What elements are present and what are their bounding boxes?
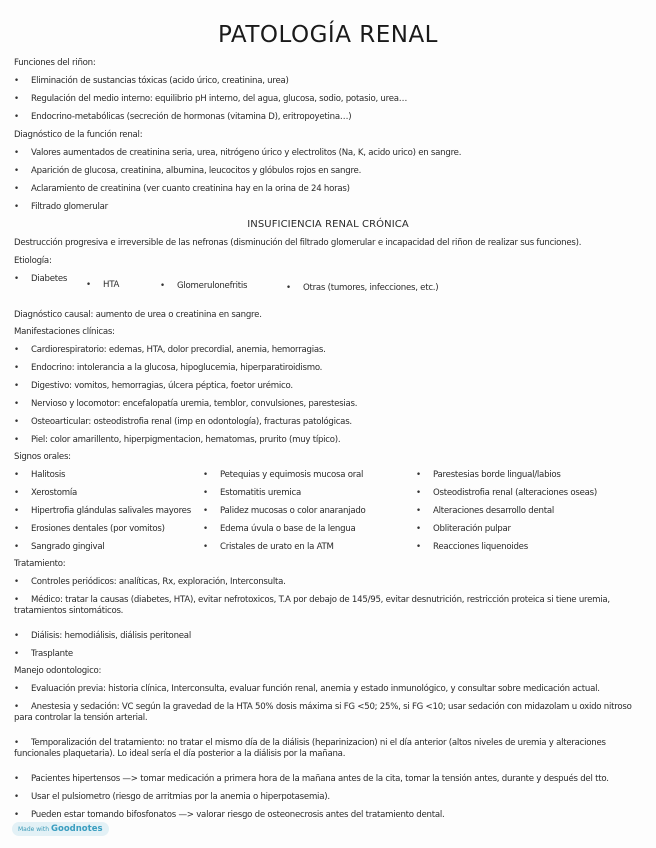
definition-text: Destrucción progresiva e irreversible de las nefronas (disminución del filtrado glomerular e incapacidad del riñon de realizar sus funciones). xyxy=(14,238,582,248)
tratamiento-item: • Médico: tratar la causas (diabetes, HTA), evitar nefrotoxicos, T.A por debajo de 145/95, evitar desnutrición, restricción proteica si tiene uremia, tratamientos sintomáticos. xyxy=(14,595,644,617)
manifestacion-item: • Cardiorespiratorio: edemas, HTA, dolor precordial, anemia, hemorragias. xyxy=(14,345,326,356)
signo-item: • Hipertrofia glándulas salivales mayores xyxy=(14,506,191,517)
page-title: PATOLOGÍA RENAL xyxy=(217,22,438,48)
funciones-heading: Funciones del riñon: xyxy=(14,58,96,68)
manejo-item: • Pacientes hipertensos —> tomar medicación a primera hora de la mañana antes de la cita, tomar la tensión antes, durante y después del tto. xyxy=(14,774,609,785)
signo-item: • Erosiones dentales (por vomitos) xyxy=(14,524,165,535)
tratamiento-item: • Diálisis: hemodiálisis, diálisis peritoneal xyxy=(14,631,191,642)
manifestacion-item: • Osteoarticular: osteodistrofia renal (imp en odontología), fracturas patológicas. xyxy=(14,417,352,428)
manifestaciones-heading: Manifestaciones clínicas: xyxy=(14,327,115,337)
section-subtitle: INSUFICIENCIA RENAL CRÓNICA xyxy=(247,219,409,230)
etiologia-item: • Diabetes xyxy=(14,274,67,285)
manejo-item: • Usar el pulsiometro (riesgo de arritmias por la anemia o hiperpotasemia). xyxy=(14,792,330,803)
signo-item: • Alteraciones desarrollo dental xyxy=(416,506,554,517)
tratamiento-item: • Trasplante xyxy=(14,649,73,660)
manejo-item: • Anestesia y sedación: VC según la gravedad de la HTA 50% dosis máxima si FG <50; 25%, si FG <10; usar sedación con midazolam u oxido nitroso para controlar la tensión arterial. xyxy=(14,702,644,724)
signo-item: • Reacciones liquenoides xyxy=(416,542,528,553)
signo-item: • Osteodistrofia renal (alteraciones oseas) xyxy=(416,488,597,499)
badge-brand: Goodnotes xyxy=(51,824,103,834)
badge-prefix: Made with xyxy=(18,826,49,833)
funciones-item: • Regulación del medio interno: equilibrio pH interno, del agua, glucosa, sodio, potasio, urea… xyxy=(14,94,407,105)
etiologia-heading: Etiología: xyxy=(14,256,52,266)
manejo-item: • Temporalización del tratamiento: no tratar el mismo día de la diálisis (heparinizacion) ni el día anterior (altos niveles de uremia y alteraciones funcionales plaquetaria). Lo ideal sería el día posterior a la diálisis por la mañana. xyxy=(14,738,644,760)
signo-item: • Petequias y equimosis mucosa oral xyxy=(203,470,363,481)
manejo-item: • Pueden estar tomando bifosfonatos —> valorar riesgo de osteonecrosis antes del tratamiento dental. xyxy=(14,810,444,821)
diagnostico-item: • Valores aumentados de creatinina seria, urea, nitrógeno úrico y electrolitos (Na, K, acido urico) en sangre. xyxy=(14,148,461,159)
manejo-heading: Manejo odontologico: xyxy=(14,666,102,676)
diagnostico-item: • Filtrado glomerular xyxy=(14,202,108,213)
signo-item: • Halitosis xyxy=(14,470,65,481)
manifestacion-item: • Digestivo: vomitos, hemorragias, úlcera péptica, foetor urémico. xyxy=(14,381,293,392)
tratamiento-item: • Controles periódicos: analíticas, Rx, exploración, Interconsulta. xyxy=(14,577,286,588)
goodnotes-badge xyxy=(12,822,109,836)
diagnostico-heading: Diagnóstico de la función renal: xyxy=(14,130,143,140)
diagnostico-item: • Aparición de glucosa, creatinina, albumina, leucocitos y glóbulos rojos en sangre. xyxy=(14,166,361,177)
etiologia-item: • Glomerulonefritis xyxy=(160,281,247,292)
signo-item: • Obliteración pulpar xyxy=(416,524,511,535)
signo-item: • Edema úvula o base de la lengua xyxy=(203,524,356,535)
signo-item: • Palidez mucosas o color anaranjado xyxy=(203,506,366,517)
diagnostico-item: • Aclaramiento de creatinina (ver cuanto creatinina hay en la orina de 24 horas) xyxy=(14,184,350,195)
signo-item: • Parestesias borde lingual/labios xyxy=(416,470,561,481)
funciones-item: • Endocrino-metabólicas (secreción de hormonas (vitamina D), eritropoyetina…) xyxy=(14,112,351,123)
tratamiento-heading: Tratamiento: xyxy=(14,559,66,569)
etiologia-item: • HTA xyxy=(86,280,119,291)
etiologia-item: • Otras (tumores, infecciones, etc.) xyxy=(286,283,438,294)
manifestacion-item: • Piel: color amarillento, hiperpigmentacion, hematomas, prurito (muy típico). xyxy=(14,435,340,446)
signo-item: • Cristales de urato en la ATM xyxy=(203,542,334,553)
signo-item: • Estomatitis uremica xyxy=(203,488,301,499)
signos-heading: Signos orales: xyxy=(14,452,71,462)
funciones-item: • Eliminación de sustancias tóxicas (acido úrico, creatinina, urea) xyxy=(14,76,289,87)
signo-item: • Sangrado gingival xyxy=(14,542,105,553)
manifestacion-item: • Nervioso y locomotor: encefalopatía uremia, temblor, convulsiones, parestesias. xyxy=(14,399,357,410)
diagnostico-causal: Diagnóstico causal: aumento de urea o creatinina en sangre. xyxy=(14,310,262,320)
manifestacion-item: • Endocrino: intolerancia a la glucosa, hipoglucemia, hiperparatiroidismo. xyxy=(14,363,322,374)
signo-item: • Xerostomía xyxy=(14,488,77,499)
manejo-item: • Evaluación previa: historia clínica, Interconsulta, evaluar función renal, anemia y estado inmunológico, y consultar sobre medicación actual. xyxy=(14,684,600,695)
